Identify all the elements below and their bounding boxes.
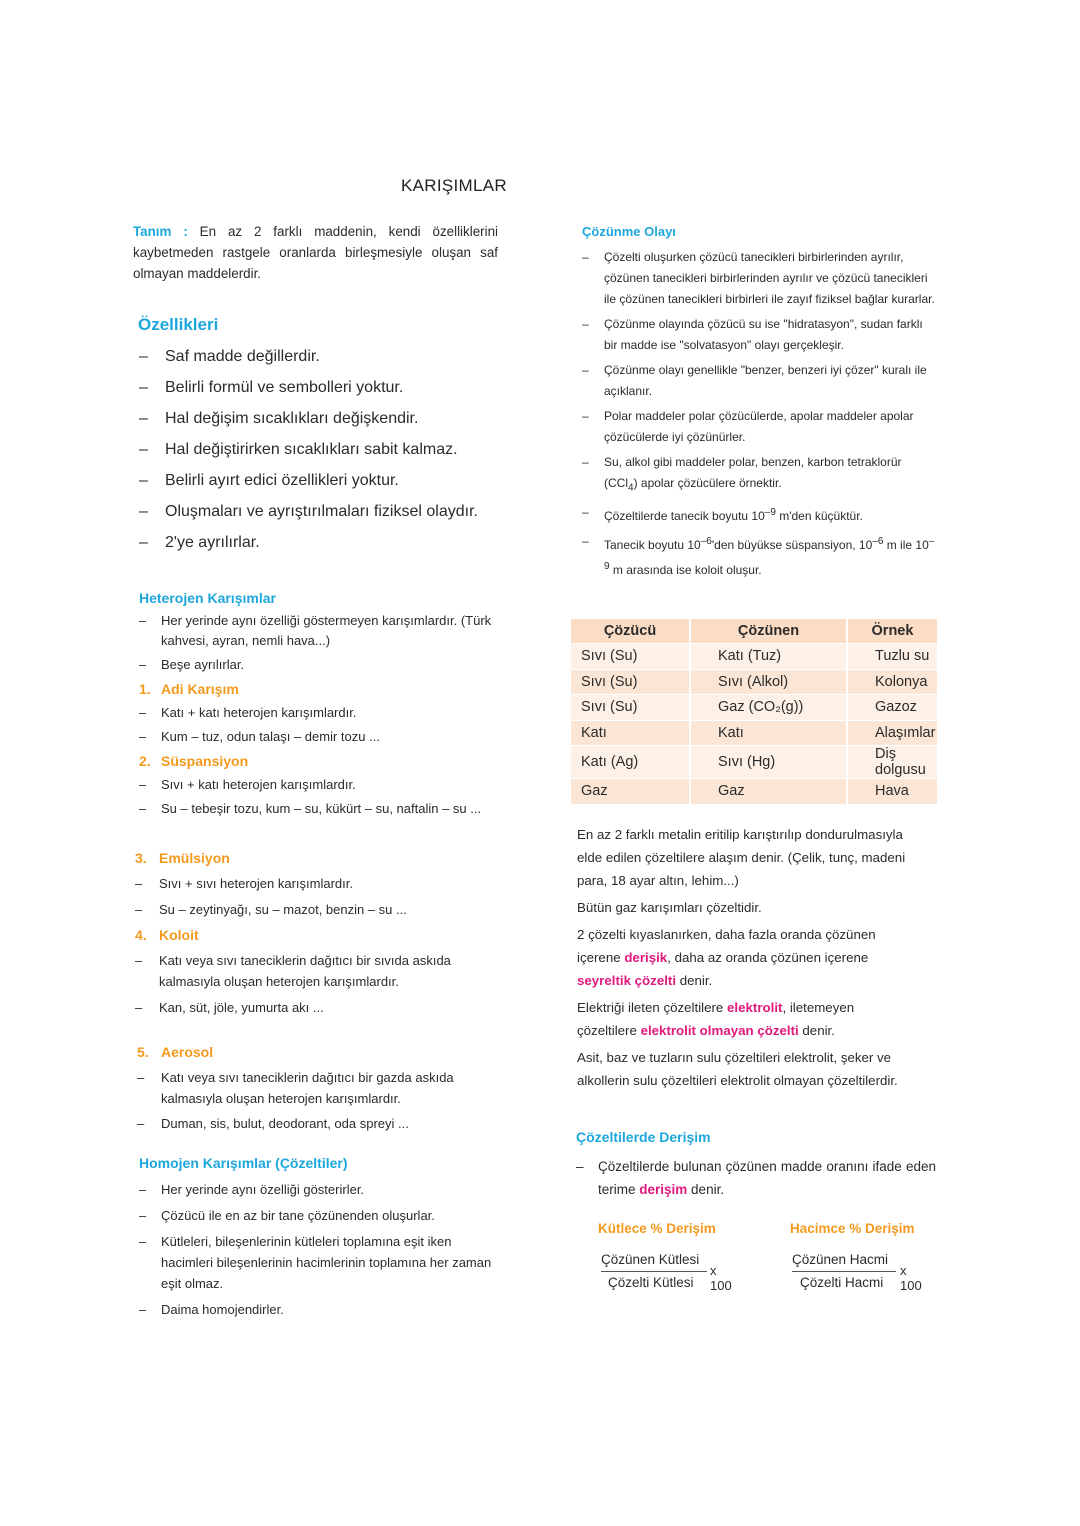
alloy-section (577, 823, 915, 1096)
concentration-section (576, 1127, 936, 1201)
emulsion-section (135, 848, 500, 1023)
mass-percent-formula (601, 1251, 732, 1293)
koloit-heading: 4. Koloit (135, 927, 199, 943)
list-item: – Sıvı + sıvı heterojen karışımlardır. (135, 876, 353, 891)
list-item: – Çözeltilerde tanecik boyutu $10^{-9}$ m'den küçüktür. (582, 505, 863, 524)
list-item: – Su – zeytinyağı, su – mazot, benzin – su ... (135, 902, 407, 917)
solution-examples-table (571, 619, 939, 805)
list-item: – Çözünme olayı genellikle "benzer, benzeri iyi çözer" kuralı ile açıklanır. (582, 363, 927, 398)
alloy-paragraph: En az 2 farklı metalin eritilip karıştırılıp dondurulmasıyla elde edilen çözeltilere alaşım denir. (Çelik, tunç, madeni para, 18 ayar altın, lehim...) (577, 827, 906, 888)
list-item: – Kum – tuz, odun talaşı – demir tozu ... (139, 729, 380, 744)
aerosol-section (137, 1042, 502, 1138)
table-header: Örnek (847, 619, 938, 644)
volume-percent-formula (792, 1251, 922, 1293)
properties-heading: Özellikleri (138, 315, 219, 334)
table-row: Sıvı (Su) Sıvı (Alkol) Kolonya (571, 669, 938, 695)
heterogeneous-section (139, 588, 499, 823)
list-item: – Belirli ayırt edici özellikleri yoktur. (139, 472, 399, 489)
list-item: – Oluşmaları ve ayrıştırılmaları fiziksel olaydır. (139, 503, 478, 520)
list-item: – Çözeltilerde bulunan çözünen madde oranını ifade eden terime derişim denir. (576, 1159, 936, 1197)
list-item: – Duman, sis, bulut, deodorant, oda spreyi ... (137, 1116, 409, 1131)
list-item: – Tanecik boyutu $10^{-6}'den$ büyükse süspansiyon, $10^{-6}$ m ile $10^{-9}$ m arasında ise koloit oluşur. (582, 534, 935, 578)
electrolyte-paragraph: Elektriği ileten çözeltilere elektrolit, iletemeyen çözeltilere elektrolit olmayan çözelti denir. (577, 1000, 855, 1038)
table-row: Sıvı (Su) Gaz (CO₂(g)) Gazoz (571, 695, 938, 721)
table-header: Çözünen (690, 619, 847, 644)
definition-label: Tanım : (133, 224, 188, 239)
list-item: – Her yerinde aynı özelliği gösterirler. (139, 1182, 365, 1197)
mass-multiplier: x 100 (710, 1263, 732, 1293)
dissolution-heading: Çözünme Olayı (582, 224, 676, 239)
adi-heading: 1. Adi Karışım (139, 681, 239, 697)
list-item: – Su – tebeşir tozu, kum – su, kükürt – su, naftalin – su ... (139, 801, 482, 816)
list-item: – Kan, süt, jöle, yumurta akı ... (135, 1000, 324, 1015)
list-item: – 2'ye ayrılırlar. (139, 534, 260, 551)
definition-text: En az 2 farklı maddenin, kendi özelliklerini kaybetmeden rastgele oranlarda birleşmesiyle oluşan saf olmayan maddelerdir. (133, 224, 499, 281)
list-item: – Hal değişim sıcaklıkları değişkendir. (139, 410, 419, 427)
mass-percent-title: Kütlece % Derişim (598, 1221, 716, 1236)
list-item: – Beşe ayrılırlar. (139, 657, 245, 672)
concentration-heading: Çözeltilerde Derişim (576, 1129, 711, 1145)
suspansiyon-heading: 2. Süspansiyon (139, 753, 249, 769)
list-item: – Katı veya sıvı taneciklerin dağıtıcı bir gazda askıda kalmasıyla oluşan heterojen karışımlardır. (137, 1070, 454, 1106)
volume-denominator: Çözelti Hacmi (800, 1275, 884, 1290)
table-row: Gaz Gaz Hava (571, 779, 938, 805)
table-row: Sıvı (Su) Katı (Tuz) Tuzlu su (571, 644, 938, 670)
list-item: – Katı veya sıvı taneciklerin dağıtıcı bir sıvıda askıda kalmasıyla oluşan heterojen karışımlardır. (135, 953, 451, 989)
list-item: – Çözelti oluşurken çözücü tanecikleri birbirlerinden ayrılır, çözünen tanecikleri birbirlerinden ayrılır ve çözücü tanecikleri ile çözünen tanecikleri birbirleri ile zayıf fiziksel bağlar kurarlar. (582, 250, 935, 306)
gas-paragraph: Bütün gaz karışımları çözeltidir. (577, 900, 762, 915)
concentration-paragraph: 2 çözelti kıyaslanırken, daha fazla oranda çözünen içerene derişik, daha az oranda çözünen içerene seyreltik çözelti denir. (577, 927, 876, 988)
heterogeneous-heading: Heterojen Karışımlar (139, 590, 276, 606)
mass-numerator: Çözünen Kütlesi (601, 1252, 700, 1267)
properties-list (139, 345, 519, 562)
definition (133, 221, 498, 284)
volume-multiplier: x 100 (900, 1263, 922, 1293)
list-item: – Belirli formül ve sembolleri yoktur. (139, 379, 404, 396)
table-row: Katı Katı Alaşımlar (571, 720, 938, 746)
dissolution-section (576, 222, 938, 585)
list-item: – Katı + katı heterojen karışımlardır. (139, 705, 357, 720)
list-item: – Su, alkol gibi maddeler polar, benzen, karbon tetraklorür (CCl$_4$) apolar çözücülere örnektir. (582, 455, 902, 494)
list-item: – Polar maddeler polar çözücülerde, apolar maddeler apolar çözücülerde iyi çözünürler. (582, 409, 914, 444)
list-item: – Saf madde değillerdir. (139, 348, 320, 365)
list-item: – Hal değiştirirken sıcaklıkları sabit kalmaz. (139, 441, 458, 458)
list-item: – Daima homojendirler. (139, 1302, 284, 1317)
table-header: Çözücü (571, 619, 690, 644)
page-title: KARIŞIMLAR (401, 176, 507, 195)
aerosol-heading: 5. Aerosol (137, 1044, 214, 1060)
list-item: – Kütleleri, bileşenlerinin kütleleri toplamına eşit iken hacimleri bileşenlerinin hacimlerinin toplamına her zaman eşit olmaz. (139, 1234, 492, 1291)
mass-denominator: Çözelti Kütlesi (608, 1275, 694, 1290)
homogeneous-section (139, 1153, 501, 1325)
homogeneous-heading: Homojen Karışımlar (Çözeltiler) (139, 1155, 348, 1171)
acid-base-paragraph: Asit, baz ve tuzların sulu çözeltileri elektrolit, şeker ve alkollerin sulu çözeltileri elektrolit olmayan çözeltilerdir. (577, 1050, 898, 1088)
list-item: – Çözücü ile en az bir tane çözünenden oluşurlar. (139, 1208, 435, 1223)
list-item: – Sıvı + katı heterojen karışımlardır. (139, 777, 356, 792)
table-row: Katı (Ag) Sıvı (Hg) Diş dolgusu (571, 746, 938, 779)
volume-percent-title: Hacimce % Derişim (790, 1221, 915, 1236)
emulsiyon-heading: 3. Emülsiyon (135, 850, 230, 866)
list-item: – Her yerinde aynı özelliği göstermeyen karışımlardır. (Türk kahvesi, ayran, nemli hava...) (139, 613, 492, 648)
list-item: – Çözünme olayında çözücü su ise "hidratasyon", sudan farklı bir madde ise "solvatasyon" olayı gerçekleşir. (582, 317, 923, 352)
volume-numerator: Çözünen Hacmi (792, 1252, 889, 1267)
